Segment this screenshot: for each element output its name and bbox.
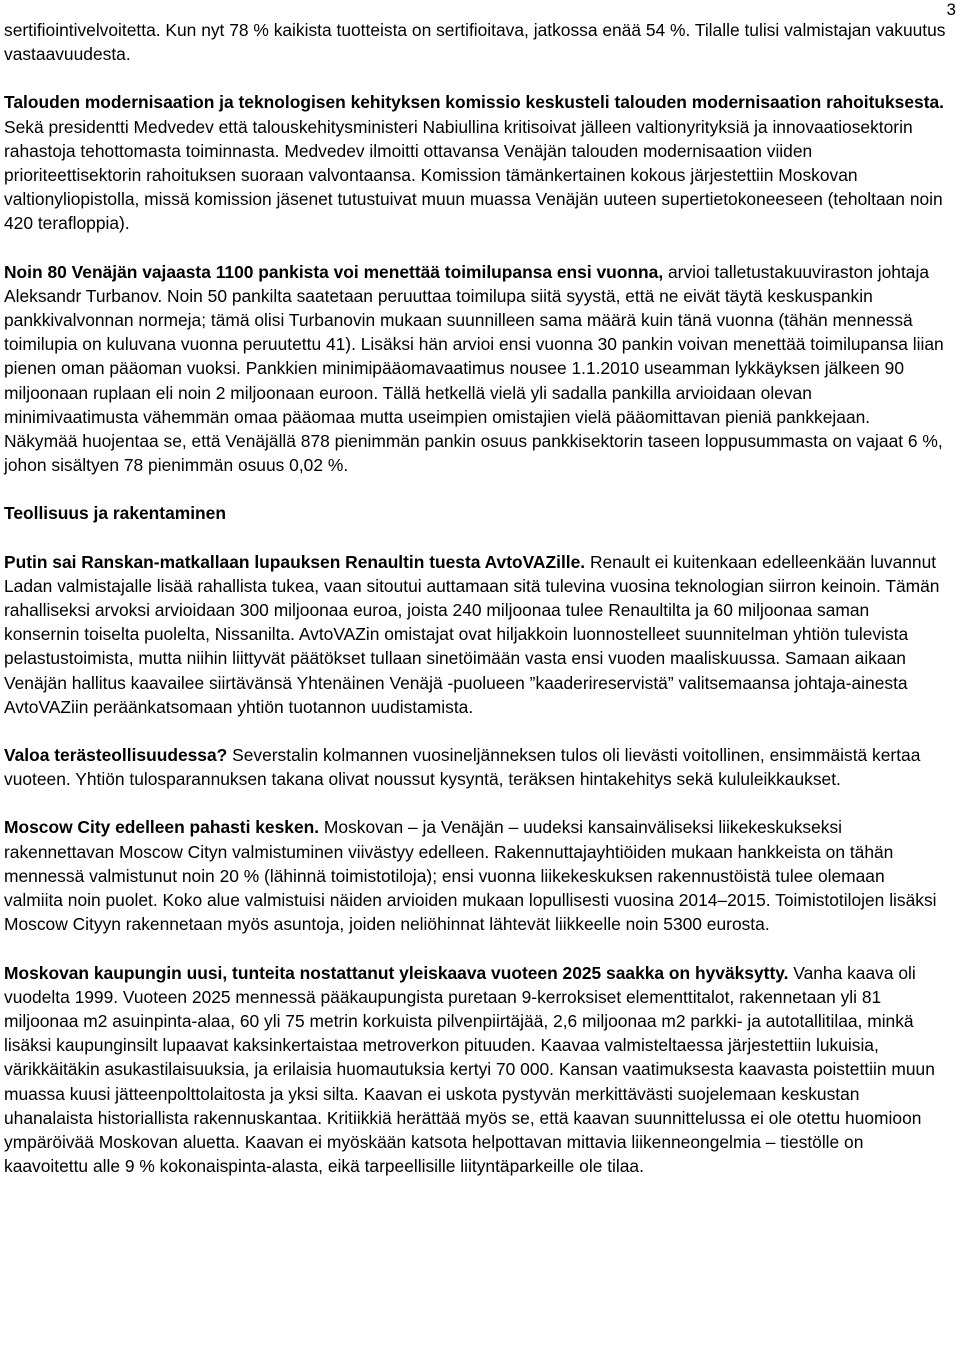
paragraph-text: Severstalin kolmannen vuosineljänneksen tulos oli lievästi voitollinen, ensimmäistä kertaa vuoteen. Yhtiön tulosparannuksen takana olivat noussut kysyntä, teräksen hintakehitys sekä kululeikkaukset. [4,745,921,790]
paragraph-moscow-master-plan [4,961,948,1179]
paragraph-moscow-city [4,815,948,936]
paragraph-text: Moskovan – ja Venäjän – uudeksi kansainväliseksi liikekeskukseksi rakennettavan Moscow Cityn valmistuminen viivästyy edelleen. Rakennuttajayhtiöiden mukaan hankkeista on tähän mennessä valmistunut noin 20 % (lähinnä toimistotiloja); ensi vuonna liikekeskuksen rakennustöistä tulee olemaan valmiita noin puolet. Koko alue valmistuisi näiden arvioiden mukaan lopullisesti vuosina 2014–2015. Toimistotilojen lisäksi Moscow Cityyn rakennetaan myös asuntoja, joiden neliöhinnat lähtevät liikkeelle noin 5300 eurosta. [4,817,937,935]
paragraph-text: Sekä presidentti Medvedev että talouskehitysministeri Nabiullina kritisoivat jälleen valtionyrityksiä ja innovaatiosektorin rahastoja tehottomasta toiminnasta. Medvedev ilmoitti ottavansa Venäjän talouden modernisaation viiden prioriteettisektorin rahoituksen suoraan valvontaansa. Komission tämänkertainen kokous järjestettiin Moskovan valtionyliopistolla, missä komission jäsenet tutustuivat muun muassa Venäjän uuteen supertietokoneeseen (teholtaan noin 420 terafloppia). [4,116,943,234]
document-body [4,18,948,1178]
paragraph-banks-licenses [4,260,948,478]
paragraph-renault-avtovaz [4,550,948,719]
section-heading-industry: Teollisuus ja rakentaminen [4,503,226,524]
paragraph-text: sertifiointivelvoitetta. Kun nyt 78 % kaikista tuotteista on sertifioitava, jatkossa enää 54 %. Tilalle tulisi valmistajan vakuutus vastaavuudesta. [4,20,946,65]
paragraph-lead: Moskovan kaupungin uusi, tunteita nostattanut yleiskaava vuoteen 2025 saakka on hyväksytty. [4,962,789,983]
paragraph-lead: Valoa terästeollisuudessa? [4,745,228,766]
paragraph-certification [4,18,948,66]
paragraph-lead: Putin sai Ranskan-matkallaan lupauksen Renaultin tuesta AvtoVAZille. [4,551,586,572]
paragraph-modernisation-commission [4,90,948,235]
page-number: 3 [946,0,956,19]
paragraph-steel-industry [4,743,948,791]
paragraph-text: Renault ei kuitenkaan edelleenkään luvannut Ladan valmistajalle lisää rahallista tukea, vaan sitoutui auttamaan sitä tulevina vuosina teknologian siirron keinoin. Tämän rahalliseksi arvoksi arvioidaan 300 miljoonaa euroa, joista 240 miljoonaa tulee Renaultilta ja 60 miljoonaa saman konsernin toiselta puolelta, Nissanilta. AvtoVAZin omistajat ovat hiljakkoin luonnostelleet suunnitelman yhtiön tulevista pelastustoimista, mutta niihin liittyvät päätökset tullaan sinetöimään vasta ensi vuoden maaliskuussa. Samaan aikaan Venäjän hallitus kaavailee siirtävänsä Yhtenäinen Venäjä -puolueen ”kaaderireservistä” valitsemaansa johtaja-ainesta AvtoVAZiin peräänkatsomaan yhtiön tuotannon uudistamista. [4,551,940,717]
paragraph-lead: Moscow City edelleen pahasti kesken. [4,817,320,838]
paragraph-lead: Noin 80 Venäjän vajaasta 1100 pankista voi menettää toimilupansa ensi vuonna, [4,261,664,282]
paragraph-text: Vanha kaava oli vuodelta 1999. Vuoteen 2025 mennessä pääkaupungista puretaan 9-kerroksiset elementtitalot, rakennetaan yli 81 miljoonaa m2 asuinpinta-alaa, 60 yli 75 metrin korkuista pilvenpiirtäjää, 2,6 miljoonaa m2 parkki- ja autotallitilaa, minkä lisäksi kaupunginsilt lupaavat kaksinkertaistaa metroverkon pituuden. Kaavaa valmisteltaessa järjestettiin lukuisia, värikkäitäkin asukastilaisuuksia, ja erilaisia huomautuksia kertyi 70 000. Kansan vaatimuksesta kaavasta poistettiin muun muassa kuusi jätteenpolttolaitosta ja yksi silta. Kaavan ei uskota pystyvän merkittävästi suojelemaan keskustan uhanalaista historiallista rakennuskantaa. Kritiikkiä herättää myös se, että kaavan suunnittelussa ei ole otettu huomioon ympäröivää Moskovan aluetta. Kaavan ei myöskään katsota helpottavan mittavia liikenneongelmia – tiestölle on kaavoitettu alle 9 % kokonaispinta-alasta, eikä tarpeellisille liityntäparkeille ole tilaa. [4,962,935,1177]
paragraph-lead: Talouden modernisaation ja teknologisen kehityksen komissio keskusteli talouden modernisaation rahoituksesta. [4,92,944,113]
paragraph-text: arvioi talletustakuuviraston johtaja Aleksandr Turbanov. Noin 50 pankilta saatetaan peruuttaa toimilupa siitä syystä, että ne eivät täytä keskuspankin pankkivalvonnan normeja; tämä olisi Turbanovin mukaan suunnilleen sama määrä kuin tänä vuonna (tähän mennessä toimilupia on kuluvana vuonna peruutettu 41). Lisäksi hän arvioi ensi vuonna 30 pankin voivan menettää toimilupansa liian pienen oman pääoman vuoksi. Pankkien minimipääomavaatimus nousee 1.1.2010 useamman lykkäyksen jälkeen 90 miljoonaan ruplaan eli noin 2 miljoonaan euroon. Tällä hetkellä vielä yli sadalla pankilla arvioidaan olevan minimivaatimusta vähemmän omaa pääomaa mutta useimpien omistajien vielä pääomittavan pieniä pankkejaan. Näkymää huojentaa se, että Venäjällä 878 pienimmän pankin osuus pankkisektorin taseen loppusummasta on vajaat 6 %, johon sisältyen 78 pienimmän osuus 0,02 %. [4,261,944,476]
